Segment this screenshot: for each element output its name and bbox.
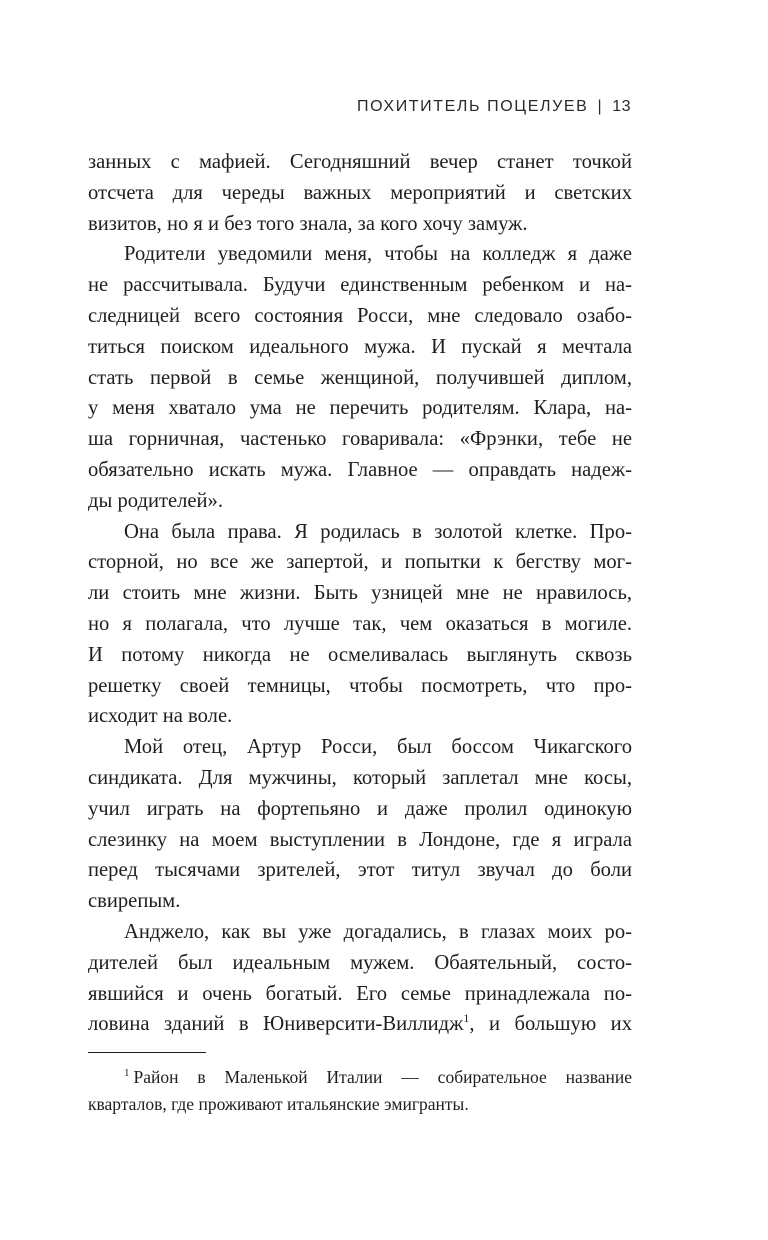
text-line: не рассчитывала. Будучи единственным ребенком и на-	[88, 274, 632, 297]
text-line: свирепым.	[88, 890, 181, 913]
text-line: перед тысячами зрителей, этот титул звучал до боли	[88, 859, 632, 882]
text-line: у меня хватало ума не перечить родителям. Клара, на-	[88, 397, 632, 420]
text-line-with-footnote	[88, 1009, 632, 1040]
text-line: ша горничная, частенько говаривала: «Фрэнки, тебе не	[88, 428, 632, 451]
text-line: ли стоить мне жизни. Быть узницей мне не нравилось,	[88, 582, 632, 605]
text-line: И потому никогда не осмеливалась выглянуть сквозь	[88, 643, 632, 666]
header-separator: |	[597, 98, 604, 115]
text-line: стать первой в семье женщиной, получившей диплом,	[88, 366, 632, 389]
text-fragment: , и большую их	[469, 1013, 632, 1036]
text-line: занных с мафией. Сегодняшний вечер станет точкой	[88, 151, 632, 173]
text-line: синдиката. Для мужчины, который заплетал мне косы,	[88, 766, 632, 789]
text-line: ды родителей».	[88, 489, 223, 512]
paragraph-first-line: Мой отец, Артур Росси, был боссом Чикагского	[124, 736, 632, 759]
footnote-text: Район в Маленькой Италии — собирательное название	[133, 1067, 632, 1087]
footnote-number: 1	[124, 1067, 130, 1079]
text-line: титься поиском идеального мужа. И пускай я мечтала	[88, 335, 632, 358]
text-line: но я полагала, что лучше так, чем оказаться в могиле.	[88, 612, 632, 635]
book-title: ПОХИТИТЕЛЬ ПОЦЕЛУЕВ	[357, 98, 589, 115]
text-line: явшийся и очень богатый. Его семье принадлежала по-	[88, 982, 632, 1005]
footnote-line: кварталов, где проживают итальянские эмигранты.	[88, 1094, 469, 1114]
running-header	[357, 98, 631, 116]
text-line: учил играть на фортепьяно и даже пролил одинокую	[88, 797, 632, 820]
footnote-reference[interactable]: 1	[463, 1011, 470, 1026]
text-line: следницей всего состояния Росси, мне следовало озабо-	[88, 304, 632, 327]
text-line: исходит на воле.	[88, 705, 233, 728]
footnote-line	[88, 1064, 632, 1091]
paragraph-first-line: Родители уведомили меня, чтобы на колледж я даже	[124, 243, 632, 266]
text-line: отсчета для череды важных мероприятий и светских	[88, 181, 632, 204]
footnote-divider	[88, 1052, 206, 1053]
paragraph-first-line: Анджело, как вы уже догадались, в глазах моих ро-	[124, 920, 632, 943]
footnote	[88, 1064, 632, 1118]
paragraph-first-line: Она была права. Я родилась в золотой клетке. Про-	[124, 520, 632, 543]
text-fragment: ловина зданий в Юниверсити-Виллидж	[88, 1013, 464, 1036]
text-line: слезинку на моем выступлении в Лондоне, где я играла	[88, 828, 632, 851]
page-number: 13	[612, 98, 631, 115]
text-line: решетку своей темницы, чтобы посмотреть, что про-	[88, 674, 632, 697]
body-text	[88, 147, 632, 1040]
text-line: обязательно искать мужа. Главное — оправдать надеж-	[88, 458, 632, 481]
text-line: сторной, но все же запертой, и попытки к бегству мог-	[88, 551, 632, 574]
text-line: визитов, но я и без того знала, за кого хочу замуж.	[88, 212, 528, 235]
text-line: дителей был идеальным мужем. Обаятельный, состо-	[88, 951, 632, 974]
